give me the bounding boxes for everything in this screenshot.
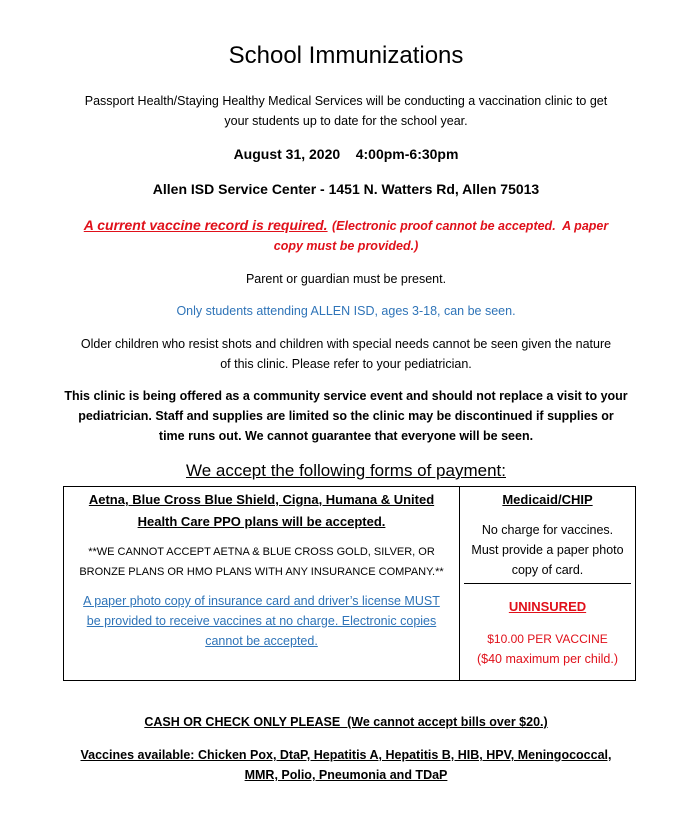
intro-line-2: your students up to date for the school year. [224, 114, 468, 128]
event-date-time: August 31, 2020 4:00pm-6:30pm [233, 146, 459, 162]
page-title: School Immunizations [228, 42, 464, 69]
record-required-note-2: copy must be provided.) [273, 239, 419, 253]
insurance-heading-2: Health Care PPO plans will be accepted. [137, 514, 386, 529]
event-location: Allen ISD Service Center - 1451 N. Watters Rd, Allen 75013 [152, 181, 540, 197]
parent-notice: Parent or guardian must be present. [245, 272, 447, 286]
uninsured-heading: UNINSURED [508, 599, 587, 614]
uninsured-max: ($40 maximum per child.) [476, 652, 618, 666]
payment-table [63, 486, 636, 681]
insurance-requirement-2: be provided to receive vaccines at no charge. Electronic copies [86, 614, 437, 628]
insurance-requirement-3: cannot be accepted. [205, 634, 318, 648]
uninsured-price: $10.00 PER VACCINE [487, 632, 608, 646]
vaccines-line-1: Vaccines available: Chicken Pox, DtaP, Hepatitis A, Hepatitis B, HIB, HPV, Meningococcal, [80, 748, 612, 762]
vaccines-line-2: MMR, Polio, Pneumonia and TDaP [244, 768, 448, 782]
cash-notice: CASH OR CHECK ONLY PLEASE (We cannot accept bills over $20.) [144, 715, 548, 729]
community-line-3: time runs out. We cannot guarantee that everyone will be seen. [158, 429, 534, 443]
record-required-note: (Electronic proof cannot be accepted. A paper [332, 219, 609, 233]
older-children-line-2: of this clinic. Please refer to your pediatrician. [220, 357, 472, 371]
insurance-requirement-1: A paper photo copy of insurance card and driver’s license MUST [83, 594, 440, 608]
medicaid-text-2: Must provide a paper photo [471, 543, 624, 557]
insurance-exclusion-1: **WE CANNOT ACCEPT AETNA & BLUE CROSS GOLD, SILVER, OR [88, 546, 435, 558]
payment-heading: We accept the following forms of payment: [185, 461, 506, 480]
section-divider [464, 583, 631, 584]
intro-line-1: Passport Health/Staying Healthy Medical Services will be conducting a vaccination clinic to get [84, 94, 608, 108]
medicaid-text-1: No charge for vaccines. [481, 523, 614, 537]
medicaid-text-3: copy of card. [511, 563, 584, 577]
record-required [0, 217, 692, 235]
community-line-1: This clinic is being offered as a community service event and should not replace a visit to your [64, 389, 628, 403]
students-notice: Only students attending ALLEN ISD, ages 3-18, can be seen. [176, 304, 516, 318]
insurance-exclusion-2: BRONZE PLANS OR HMO PLANS WITH ANY INSURANCE COMPANY.** [79, 566, 444, 578]
older-children-line-1: Older children who resist shots and children with special needs cannot be seen given the nature [80, 337, 612, 351]
record-required-lead: A current vaccine record is required. [83, 217, 328, 233]
medicaid-heading: Medicaid/CHIP [502, 492, 593, 507]
insurance-heading-1: Aetna, Blue Cross Blue Shield, Cigna, Humana & United [88, 492, 435, 507]
community-line-2: pediatrician. Staff and supplies are limited so the clinic may be discontinued if supplies or [78, 409, 614, 423]
